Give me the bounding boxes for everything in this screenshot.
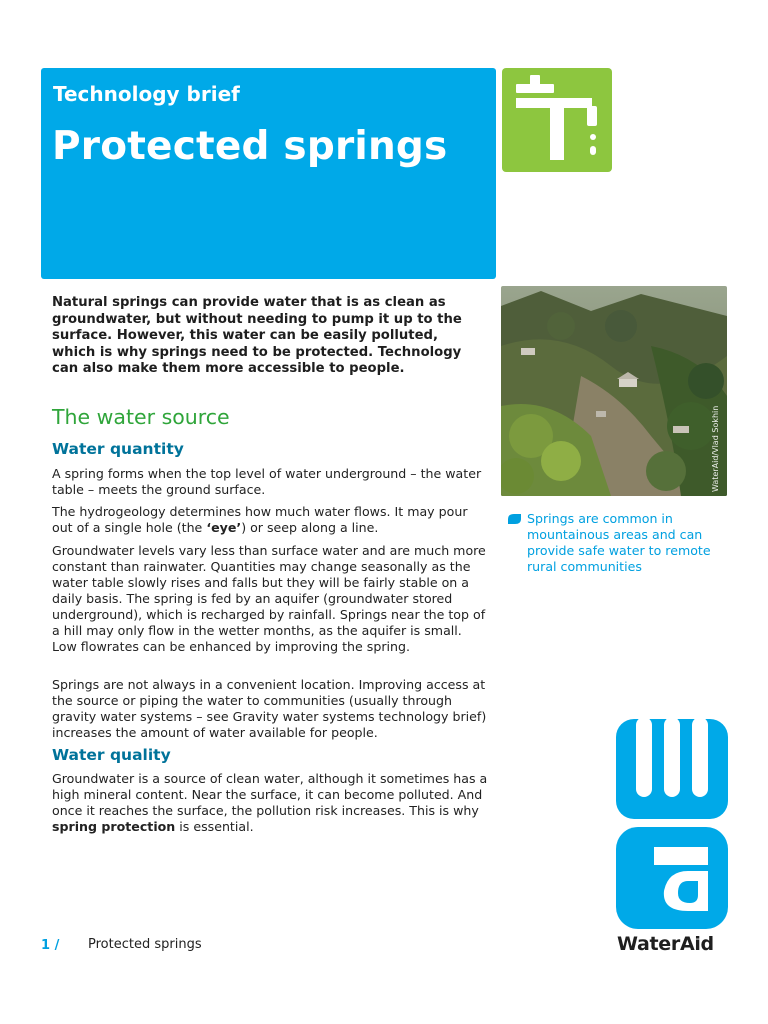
document-type: Technology brief	[53, 82, 240, 106]
intro-paragraph: Natural springs can provide water that is as clean as groundwater, but without needing to pump it up to the surface. However, this water can be easily polluted, which is why springs need to be protected. Technology can also make them more accessible to people.	[52, 295, 462, 377]
wateraid-logo	[616, 719, 728, 929]
header-banner	[41, 68, 496, 279]
droplet-bullet-icon	[508, 514, 521, 524]
water-quality-heading: Water quality	[52, 746, 171, 764]
quantity-paragraph-3: Groundwater levels vary less than surface water and are much more constant than rainwater. Quantities may change seasonally as the water table slowly rises and falls but they will be fairly stable on a daily basis. The spring is fed by an aquifer (groundwater stored underground), which is recharged by rainfall. Springs near the top of a hill may only flow in the wetter months, as the aquifer is small. Low flowrates can be enhanced by improving the spring.	[52, 543, 486, 654]
footer-title: Protected springs	[88, 937, 202, 952]
water-quantity-heading: Water quantity	[52, 440, 184, 458]
page-number: 1 /	[41, 938, 60, 953]
eye-term: ‘eye’	[206, 520, 242, 535]
spring-protection-term: spring protection	[52, 819, 176, 834]
mountain-village-photo	[501, 286, 727, 496]
quantity-paragraph-2: The hydrogeology determines how much water flows. It may pour out of a single hole (the ‘eye’) or seep along a line.	[52, 504, 468, 535]
photo-caption: Springs are common in mountainous areas and can provide safe water to remote rural communities	[527, 511, 711, 574]
page-title: Protected springs	[52, 124, 448, 169]
section-heading: The water source	[52, 405, 230, 429]
quantity-paragraph-1: A spring forms when the top level of water underground – the water table – meets the ground surface.	[52, 466, 482, 497]
quality-paragraph-1: Groundwater is a source of clean water, although it sometimes has a high mineral content. Near the surface, it can become polluted. And once it reaches the surface, the pollution risk increases. This is why spring protection is essential.	[52, 771, 488, 834]
wateraid-wordmark: WaterAid	[617, 933, 714, 955]
quantity-paragraph-4: Springs are not always in a convenient location. Improving access at the source or piping the water to communities (usually through gravity water systems – see Gravity water systems technology brief) increases the amount of water available for people.	[52, 677, 487, 740]
water-tap-icon	[502, 68, 612, 172]
photo-credit: WaterAid/Vlad Sokhin	[711, 405, 720, 492]
